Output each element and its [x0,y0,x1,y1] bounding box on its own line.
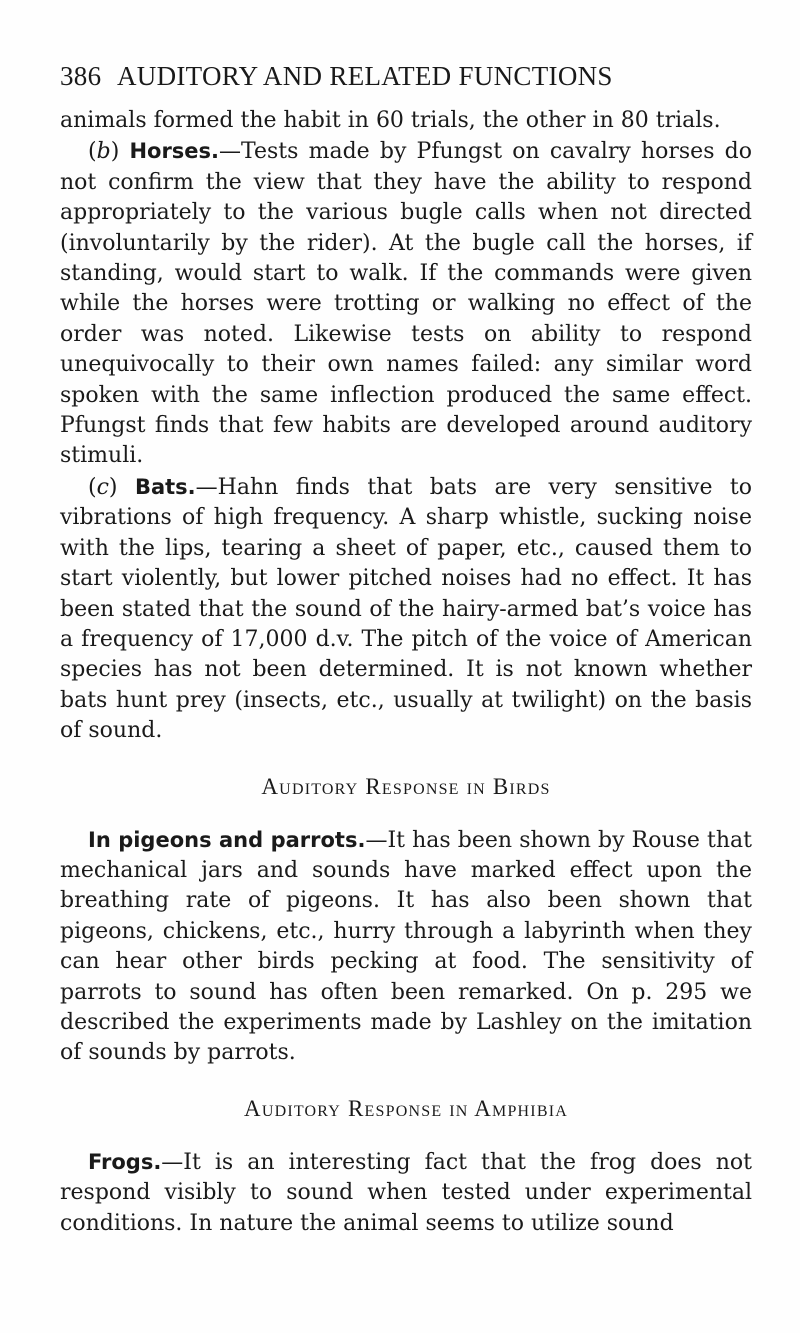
paragraph-text: —It is an interesting fact that the frog does not respond visibly to sound when tested under experimental conditions. In nature the animal seems to utilize sound [60,1149,752,1236]
paragraph-horses: (b) Horses.—Tests made by Pfungst on cavalry horses do not confirm the view that they have the ability to respond appropriately to the various bugle calls when not directed (involuntarily by the rider). At the bugle call the horses, if standing, would start to walk. If the commands were given while the horses were trotting or walking no effect of the order was noted. Likewise tests on ability to respond unequivocally to their own names failed: any similar word spoken with the same inflection produced the same effect. Pfungst finds that few habits are developed around auditory stimuli. [60,139,752,469]
page-number: 386 [60,61,102,91]
paragraph-frogs [60,1147,752,1239]
page-body [60,44,752,1239]
paragraph-lead: In pigeons and parrots. [88,827,366,852]
item-letter: c [96,474,109,500]
paragraph-text: —It has been shown by Rouse that mechanical jars and sounds have marked effect upon the breathing rate of pigeons. It has also been shown that pigeons, chickens, etc., hurry through a labyrinth when they can hear other birds pecking at food. The sensitivity of parrots to sound has often been remarked. On p. 295 we described the experiments made by Lashley on the imitation of sounds by parrots. [60,827,752,1066]
section-heading-amphibia: Auditory Response in Amphibia [244,1095,568,1121]
continuation-paragraph: animals formed the habit in 60 trials, the other in 80 trials. [60,108,721,133]
running-title: AUDITORY AND RELATED FUNCTIONS [116,61,613,91]
paragraph-lead: Bats. [134,474,196,499]
section-heading-birds: Auditory Response in Birds [261,773,551,799]
item-letter: b [96,139,111,165]
running-head [60,56,752,96]
paragraph-birds [60,825,752,1069]
paragraph-text: —Tests made by Pfungst on cavalry horses do not confirm the view that they have the ability to respond appropriately to the various bugle calls when not directed (involuntarily by the rider). At the bugle call the horses, if standing, would start to walk. If the commands were given while the horses were trotting or walking no effect of the order was noted. Likewise tests on ability to respond unequivocally to their own names failed: any similar word spoken with the same inflection produced the same effect. Pfungst finds that few habits are developed around auditory stimuli. [60,139,752,469]
paragraph-text: —Hahn finds that bats are very sensitive to vibrations of high frequency. A sharp whistle, sucking noise with the lips, tearing a sheet of paper, etc., caused them to start violently, but lower pitched noises had no effect. It has been stated that the sound of the hairy-armed bat’s voice has a frequency of 17,000 d.v. The pitch of the voice of American species has not been determined. It is not known whether bats hunt prey (insects, etc., usually at twilight) on the basis of sound. [60,474,753,744]
paragraph-bats: (c) Bats.—Hahn finds that bats are very sensitive to vibrations of high frequency. A sharp whistle, sucking noise with the lips, tearing a sheet of paper, etc., caused them to start violently, but lower pitched noises had no effect. It has been stated that the sound of the hairy-armed bat’s voice has a frequency of 17,000 d.v. The pitch of the voice of American species has not been determined. It is not known whether bats hunt prey (insects, etc., usually at twilight) on the basis of sound. [60,474,753,744]
paragraph-lead: Frogs. [88,1149,162,1174]
paragraph-lead: Horses. [129,139,220,164]
